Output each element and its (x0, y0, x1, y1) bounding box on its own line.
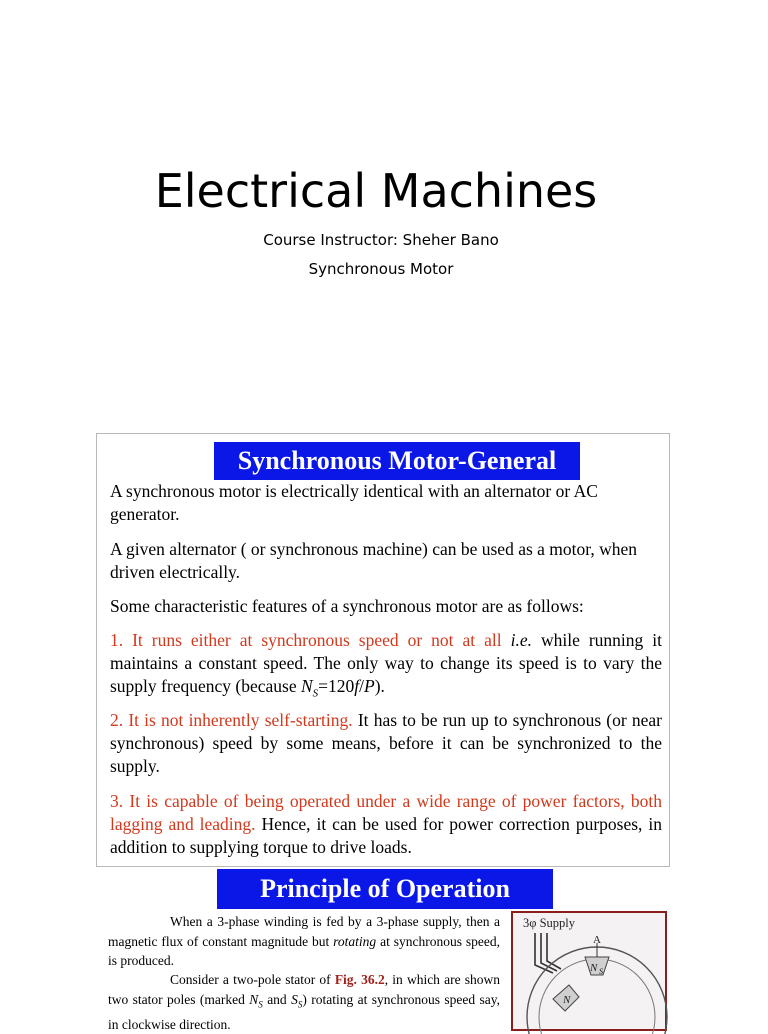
formula-close: ). (374, 676, 385, 696)
label-n: N (563, 994, 571, 1006)
label-a: A (593, 934, 601, 946)
slide-heading: Synchronous Motor-General (214, 442, 580, 480)
paragraph-text: Consider a two-pole stator of (170, 972, 335, 987)
pole-s-subscript: S (297, 999, 303, 1010)
formula-f: f (354, 676, 360, 696)
supply-label: 3φ Supply (523, 916, 576, 930)
pole-s: S (291, 991, 298, 1007)
paragraph-text: at synchronous speed, is produced. (108, 933, 500, 968)
stator-diagram (513, 913, 665, 1029)
feature-highlight: It runs either at synchronous speed or not at all (132, 630, 502, 650)
paragraph-text: A synchronous motor is electrically identical with an alternator or AC generator. (110, 481, 598, 524)
paragraph-text: and (262, 991, 292, 1007)
figure-reference: Fig. 36.2 (334, 972, 385, 987)
feature-ie: i.e. (510, 630, 532, 650)
formula-slash: / (359, 676, 365, 696)
stator-figure (511, 911, 667, 1031)
paragraph-definition (110, 480, 662, 526)
paragraph-rotating-flux (108, 912, 500, 971)
formula-p: P (364, 676, 375, 696)
feature-number: 1. (110, 630, 133, 650)
label-ns: N (590, 962, 598, 974)
paragraph-text: Some characteristic features of a synchronous motor are as follows: (110, 596, 584, 616)
feature-text: Hence, it can be used for power correction purposes, in addition to supplying torque to drive loads. (110, 814, 662, 857)
formula-n: N (300, 676, 313, 696)
slide-heading: Principle of Operation (217, 869, 553, 909)
slide-principle-of-operation (96, 867, 672, 1032)
topic-subtitle: Synchronous Motor (308, 260, 454, 278)
pole-n-subscript: S (258, 999, 263, 1010)
formula-eq: =120 (318, 676, 355, 696)
feature-highlight: It is not inherently self-starting. (128, 710, 353, 730)
slide-synchronous-motor-general (96, 433, 670, 867)
feature-3 (110, 790, 662, 859)
paragraph-text: ) rotating at synchronous speed say, in clockwise direction. (108, 991, 500, 1032)
paragraph-features-intro (110, 595, 662, 618)
feature-text: It has to be run up to synchronous (or near synchronous) speed by some means, before it can be synchronized to the supply. (110, 710, 662, 776)
paragraph-text: , in which are shown two stator poles (marked (108, 972, 501, 1007)
feature-1 (110, 629, 662, 706)
course-instructor: Course Instructor: Sheher Bano (263, 231, 499, 249)
pole-n: N (249, 991, 259, 1007)
feature-highlight: It is capable of being operated under a wide range of power factors, both lagging and leading. (110, 791, 662, 834)
feature-text: while running it maintains a constant speed. The only way to change its speed is to vary the supply frequency (because (110, 630, 662, 696)
paragraph-text: A given alternator ( or synchronous machine) can be used as a motor, when driven electrically. (110, 539, 638, 582)
paragraph-alternator (110, 538, 662, 584)
label-ns-subscript: S (599, 967, 603, 976)
emphasis-rotating: rotating (333, 933, 377, 949)
paragraph-text: When a 3-phase winding is fed by a 3-phase supply, then a magnetic flux of constant magnitude but (108, 914, 500, 949)
paragraph-two-pole-stator (108, 970, 500, 1034)
feature-number: 2. (110, 710, 129, 730)
formula-subscript: S (312, 687, 319, 700)
document-title: Electrical Machines (154, 164, 598, 218)
feature-number: 3. (110, 791, 130, 811)
feature-2 (110, 709, 662, 778)
